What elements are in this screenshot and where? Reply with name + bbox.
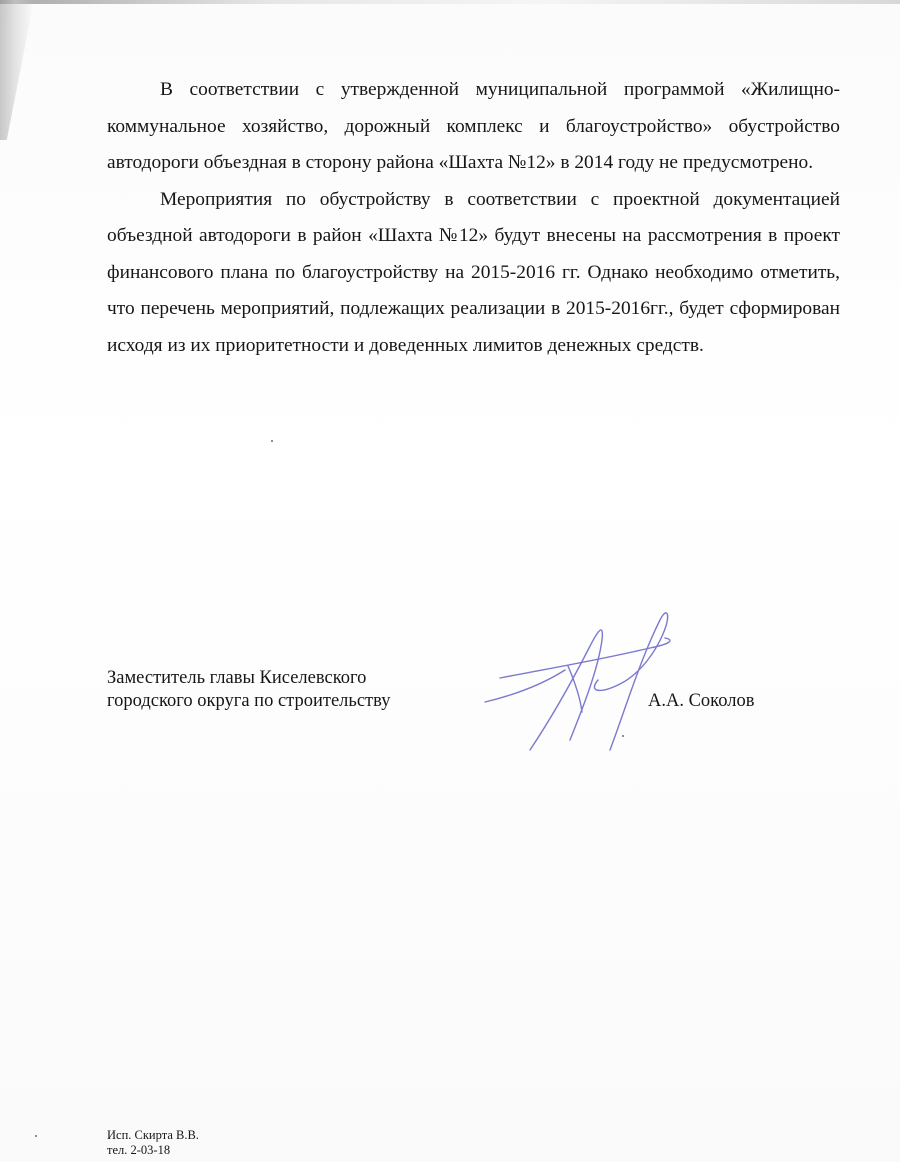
position-line-2: городского округа по строительству [107,691,391,711]
signatory-name: А.А. Соколов [648,691,755,711]
executor-name: Исп. Скирта В.В. [107,1128,199,1142]
executor-info [107,1128,199,1158]
executor-phone: тел. 2-03-18 [107,1143,171,1157]
handwritten-signature [470,600,690,760]
scan-edge-top [0,0,900,4]
scan-edge-corner [0,0,34,140]
paragraph-program: В соответствии с утвержденной муниципальной программой «Жилищно-коммунальное хозяйство, дорожный комплекс и благоустройство» обустройство автодороги объездная в сторону района «Шахта №12» в 2014 году не предусмотрено. [107,79,840,173]
scan-speck [271,440,273,442]
scan-speck [622,735,624,737]
paragraph-measures: Мероприятия по обустройству в соответствии с проектной документацией объездной автодороги в район «Шахта №12» будут внесены на рассмотрения в проект финансового плана по благоустройству на 2015-2016 гг. Однако необходимо отметить, что перечень мероприятий, подлежащих реализации в 2015-2016гг., будет сформирован исходя из их приоритетности и доведенных лимитов денежных средств. [107,188,840,356]
scan-speck [35,1135,37,1137]
letter-body [107,72,840,364]
signatory-position [107,667,391,713]
position-line-1: Заместитель главы Киселевского [107,668,367,688]
